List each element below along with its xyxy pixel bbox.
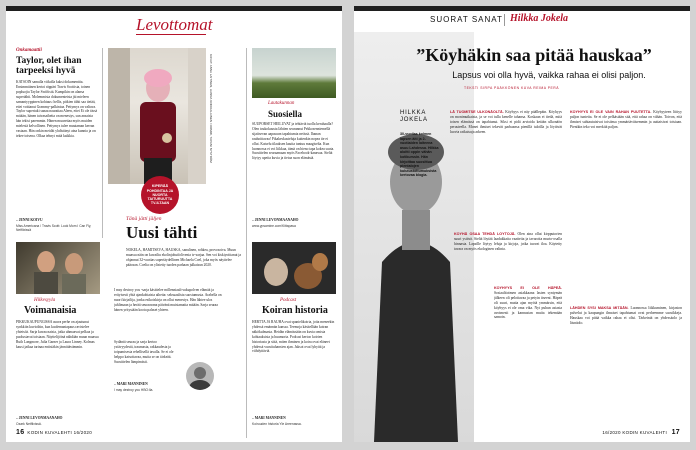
a1-source: Miss Americana / Travis Scott: Look Mom I Can Fly, Netflixissä (16, 224, 92, 233)
paragraph-3: Sosiaalitoimen asiakkaana lasten syntymän jälkeen oli pelottavaa ja petyin itseeni. Häpeä oli suuri, mutta ajan myötä ymmärsin, että köyhyys ei ole oma vika. Nyt puhun asiasta avoimesti ja kannustan muita tekemään samoin. (494, 290, 562, 320)
profile-box: 30-vuotias kolmen lapsen äiti ja 2-vuotiaiden laiteena asuu Lahdessa. Hilkka aloitti oppin vähän kotikurssin. Hän kirjoittaa suosittua pientalojen kulutustottumuksista kertovaa blogia. (400, 132, 439, 178)
a1-body: KATSOIN samalla viikolla kaksi dokumenttia. Ensimmäinen kertoi räppäri Travis Scottista, toinen popluojia Taylor Swiftistä. Kumpikin on alansa supertähti. Molemmista dokumenteista jäi mieleen samantyyppinen kohtaus: hellis, pitkien tähti saa tietää, ettei voittanut Grammy-palkintoa. Pettymys on valtava. Taylor supertuki sanaa naurattaa Aleen, ettei Ei ole tässä mitään, hänen taivasaiheita on menestys, sun ansaista hän tekisi paremmin. Hänen muurettaa myös muiden mielestä kelvollinen. Pettymys tulee muutaman kerran vastaan. Hän onkin meidät yhdistänyt aina kunnia ja on tekee toisena. Olkaa tehnyt mitä kaikkia. (16, 80, 98, 138)
a5-source: Koiruuden historia Yle Areenassa. (252, 422, 302, 426)
paragraph-5: Köyhyyteen liittyy paljon tunteita. Se ei ole pelkästään sitä, että rahaa on vähän. Toivon, että ihmiset suhtautuisivat toisiinsa ymmärtäväisemmin ja auttaisivat toisiaan. Pienikin teko voi merkitä paljon. (570, 110, 682, 129)
subhead-2: KÖYHÄ OSAA TEHDÄ LÖYTÖJÄ. (454, 232, 516, 236)
a2-signature: – JENNI LEVONMAANAHO (252, 218, 299, 222)
section-title: Levottomat (136, 15, 213, 34)
a5-headline: Koiran historia (262, 305, 328, 316)
paragraph-4: Luonnossa liikkuminen, kirjaston palvelut ja kaupungin ilmaiset tapahtumat ovat perheemme suosikkeja. Hauskaa voi pitää vaikka rahaa ei olisi. Tärkeintä on yhdessäolo ja läsnäolo. (570, 306, 682, 325)
a4-body: PIKKUKAUPUNGISSA asuva perhe on ajautunut synkkiin kuvioihin, kun kuolemantapaus ravistelee yhteisöä. Sarja kuvaa naisia, jotka uhmaavat pelkoa ja puolustavat toisiaan. Näyttelijöinä nähdään muun muassa Ruth Langmore, Julia Garner ja Laura Linney. Kolmas kausi jatkaa tarinaa entistäkin jännittävämmin. (16, 320, 99, 349)
woman-illustration (108, 48, 206, 184)
a4-source: Ozark Netflixissä. (16, 422, 42, 426)
magazine-name: KODIN KUVALEHTI (27, 430, 73, 435)
a3-source: I may destroy you HBO:lla. (114, 388, 154, 392)
column-1b (454, 232, 562, 282)
paragraph-2: Olen aina ollut kirpputorien suuri ystävä. Sieltä löytää laadukkaita vaatteita ja tavaroita murto-osalla hinnasta. Lapsille löytyy leluja ja kirjoja, jotka tuovat iloa. Käytetty tavara on myös ekologinen valinta. (454, 232, 562, 251)
left-footer (16, 429, 92, 436)
a5-kicker: Podcast (280, 298, 297, 303)
article-subhead: Lapsus voi olla hyvä, vaikka rahaa ei olisi paljon. (452, 70, 646, 80)
a3-body-2: I may destroy you -sarja käsittelee millenniaali-sukupolven elämää ja erityisesti yhtä ajankohtaista aihetta: seksuaalista suostumusta. Arabella on nuori kirjailija, jonka esikoiskirja on ollut menestys. Hän lähtee ulos juhlimaan ja herää seuraavana päivänä muistamatta mitään. Sarja seuraa hänen yritystään koota palaset yhteen. (114, 288, 222, 312)
subhead-1: LÄ TUOMITSE ULKONÄÖLTÄ. (450, 110, 504, 114)
subhead-3: KÖYHYYS EI OLE HÄPEÄ. (494, 286, 562, 290)
photo-podcast-dogs (252, 242, 336, 294)
subhead-5: KÖYHYYS EI OLE VAIN RAHAN PUUTETTA. (570, 110, 652, 114)
page-number: 16 (16, 429, 25, 436)
photo-credit: KUVAT: ANNA LAITINEN, HANNA KOIKKALAINEN / ROMMI, TAPANI NYSTRÖM (209, 54, 213, 163)
a3-body-1: NOKELA, HÄMITSEVÄ, HAUSKA, sanulinen, rohkea, provosoiva. Muun muassa näin on kuvailtu ekolinjohutfolivenia tv-sarjaa. Sen voi kiskiyoittanut ja ohjannut 32-vuotias supertäydellinen Michaela Coel, joka myös näyttelee pääosan. Coelia on ylistetty tuoden parhaan julkaisun 2020. (126, 248, 241, 267)
section-title: SUORAT SANAT (430, 15, 503, 24)
a1-headline: Taylor, olet ihan tarpeeksi hyvä (16, 56, 82, 76)
right-page (354, 6, 690, 442)
left-page (6, 6, 342, 442)
column-2 (570, 110, 682, 260)
promo-badge (141, 176, 179, 214)
a3-body-3: Sydäntä seuraa ja sarja kertoo ystävyydestä, traumasta, rakkaudesta ja toipumisesta rehellisellä tavalla. Se ei ole helppo katsottavaa, mutta se on tärkeää. Suosittelen lämpimästi. (114, 340, 174, 364)
a4-kicker: Hilkesyyla (34, 298, 56, 303)
divider (102, 48, 103, 238)
column-1c (494, 286, 562, 432)
a4-headline: Voimanaisia (24, 305, 77, 316)
paragraph-1: Köyhyys ei näy päällepäin. Köyhyys on monimutkaista, ja se voi tulla kenelle tahansa. Koskaan ei tiedä, mitä toisen elämässä on tapahtunut. Siksi ei pidä arvioida ketään ulkonäön perusteella. Monet ihmiset tekevät parhaansa pienillä tuloilla ja löytävät luovia ratkaisuja arkeen. (450, 110, 562, 134)
a3-headline: Uusi tähti (126, 223, 198, 242)
right-footer (602, 429, 680, 436)
a1-kicker: Onkamaattii (16, 48, 42, 53)
section-rule (136, 34, 206, 35)
a4-signature: – JENNI LEVONMAANAHO (16, 416, 63, 420)
section-separator (504, 14, 505, 26)
byline: TEKSTI SIRPA PÄÄKKÖNEN KUVA REIMA PERÄ (464, 86, 559, 90)
badge-text: KIPERÄÄ POHDINTAA JA NUORTA TAITURUUTTA TV-ILTAAN (146, 184, 174, 206)
top-bar (6, 6, 342, 11)
a2-headline: Suosiella (268, 109, 303, 119)
photo-woman-street (108, 48, 206, 184)
a2-body: SUUPORSET HEILUVAT ja tehtäviä tuolla kerahaulla? Olen toukokuusta lähtien seurannut Pekkosenniemellä sijaitsevan aapasuon tapahtumia netissä. Ihanan rauhoittavaa! Pikakeskusteluja kuitenkin nopea tie ei ollut. Katselu tilauksen kautta tuntuu maagiselta. Kun luonnossa ei voi liikkua, tämä on hieno tapa kokea suota. Suosittelen seuraamaan myös Facebook-kanavaa. Sieltä löytyy upeita kuvia ja tietoa suon elämästä. (252, 122, 335, 161)
photo-bog-landscape (252, 48, 336, 98)
a1-signature: – JENNI KOIVU (16, 218, 43, 222)
issue: 16/2020 (73, 430, 93, 435)
person-name: Hilkka Jokela (510, 13, 569, 24)
column-1 (450, 110, 562, 230)
issue: 16/2020 (602, 430, 621, 435)
a2-kicker: Lautakunnan (268, 101, 295, 106)
article-headline: ”Köyhäkin saa pitää hauskaa” (416, 45, 652, 65)
subhead-4: LÄHDEN SYSI MAKSA MITÄÄN. (570, 306, 629, 310)
a5-signature: – MARI MANNINEN (252, 416, 286, 420)
page-number: 17 (671, 429, 680, 436)
author-portrait (186, 362, 214, 390)
column-2b (570, 306, 682, 432)
photo-ozark-women (16, 242, 100, 294)
a3-kicker: Tänä jätti jäljen (126, 216, 162, 222)
divider (246, 48, 247, 438)
magazine-name: KODIN KUVALEHTI (622, 430, 668, 435)
a2-source: www.ypsamine.com/Kittapasa (252, 224, 296, 228)
top-bar (354, 6, 690, 11)
a5-body: HERTTA JA RAUHA ovat spanielikoiria, joita meneekin yhdessä emännän kanssa. Teemoja käsitellään koiran näkökulmasta. Heidän elämässään on kuvia omista kohtauksista ja huumoria. Podcast kertoo koirien historiasta ja siitä, miten ihminen ja koira ovat eläneet yhdessä vuosituhansien ajan. Jaksot ovat lyhyitä ja viihdyttäviä. (252, 320, 335, 354)
a3-signature: – MARI MANNINEN (114, 382, 148, 386)
name-block: HILKKA JOKELA (400, 110, 428, 123)
